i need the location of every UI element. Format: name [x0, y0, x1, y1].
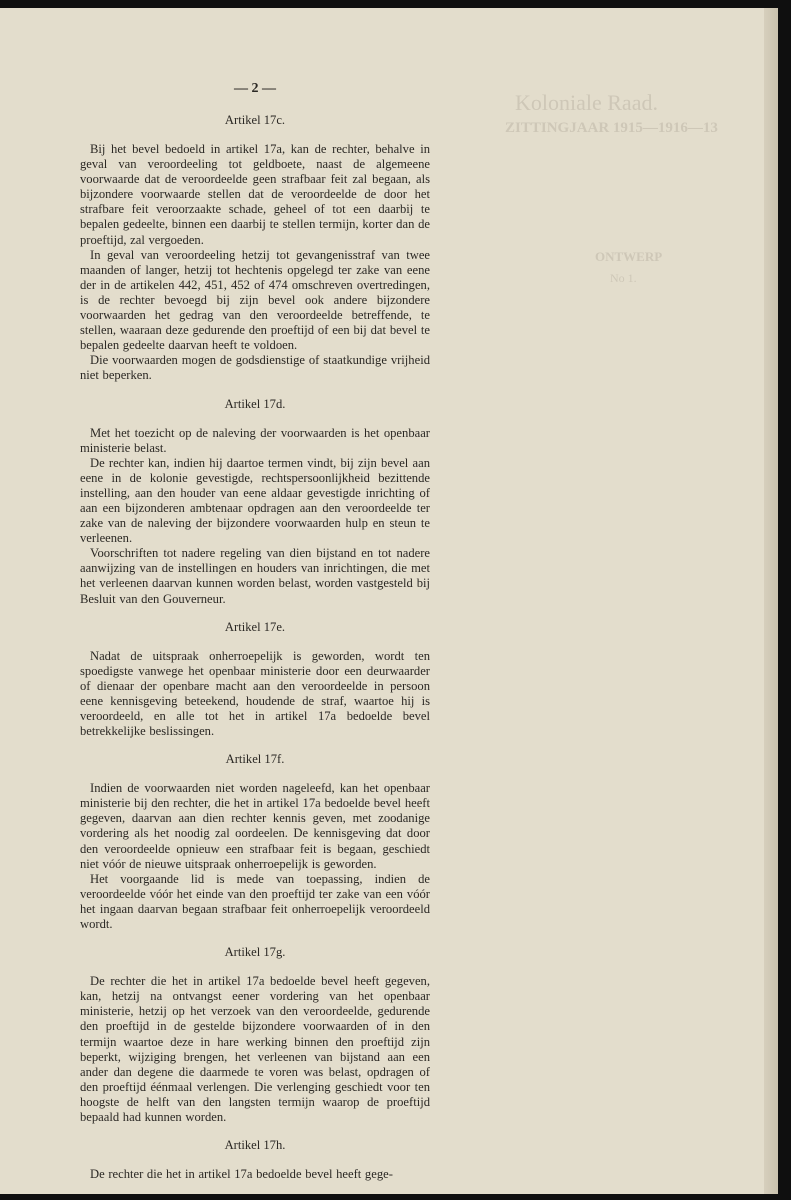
article-17e: [80, 619, 430, 740]
article-17h: [80, 1137, 430, 1182]
bleed-line-3: ONTWERP: [595, 249, 663, 264]
article-paragraph: Die voorwaarden mogen de godsdienstige of staatkundige vrijheid niet beperken.: [80, 353, 430, 383]
page-number: — 2 —: [234, 81, 276, 96]
article-paragraph: Bij het bevel bedoeld in artikel 17a, kan de rechter, behalve in geval van veroordeeling tot geldboete, naast de algemeene voorwaarde dat de veroordeelde geen strafbaar feit zal begaan, als bijzondere voorwaarde stellen dat de veroordeelde de door het strafbare feit veroorzaakte schade, geheel of tot een daarbij te bepalen gedeelte, binnen een daarbij te stellen termijn, korter dan de proeftijd, zal vergoeden.: [80, 142, 430, 247]
bleed-line-2: ZITTINGJAAR 1915—1916—13: [505, 120, 718, 136]
article-paragraph: Met het toezicht op de naleving der voorwaarden is het openbaar ministerie belast.: [80, 425, 430, 455]
article-paragraph: In geval van veroordeeling hetzij tot gevangenisstraf van twee maanden of langer, hetzij tot hechtenis opgelegd ter zake van eene der in de artikelen 442, 451, 452 of 474 omschreven overtredingen, is de rechter bevoegd bij zijn bevel ook andere bijzondere voorwaarden het gedrag van den veroordeelde betreffende, te stellen, waaraan deze gedurende den proeftijd of een bij dat bevel te bepalen gedeelte daarvan heeft te voldoen.: [80, 247, 430, 353]
article-paragraph: Nadat de uitspraak onherroepelijk is geworden, wordt ten spoedigste vanwege het openbaar ministerie door een deurwaarder of dienaar der openbare macht aan den veroordeelde in persoon eene kennisgeving beteekend, houdende de straf, waartoe hij is veroordeeld, en alle tot het in artikel 17a bedoelde bevel betrekkelijke beslissingen.: [80, 648, 430, 739]
article-heading: Artikel 17h.: [224, 1138, 286, 1153]
bleed-line-1: Koloniale Raad.: [515, 90, 658, 115]
article-17d: [80, 396, 430, 607]
article-heading: Artikel 17g.: [224, 945, 286, 960]
article-17c: [80, 112, 430, 384]
article-heading: Artikel 17f.: [225, 752, 285, 767]
article-heading: Artikel 17e.: [224, 619, 286, 634]
article-17g: [80, 944, 430, 1125]
article-paragraph: Voorschriften tot nadere regeling van dien bijstand en tot nadere aanwijzing van de instellingen en houders van inrichtingen, die met het verleenen daarvan kunnen worden belast, worden vastgesteld bij Besluit van den Gouverneur.: [80, 546, 430, 606]
article-paragraph: De rechter kan, indien hij daartoe termen vindt, bij zijn bevel aan eene in de kolonie gevestigde, rechtspersoonlijkheid bezittende instelling, aan den houder van eene aldaar gevestigde inrichting of aan een bijzonderen ambtenaar opdragen aan den veroordeelde ter zake van de naleving der bijzondere voorwaarden hulp en steun te verleenen.: [80, 455, 430, 546]
page-edge: [764, 8, 778, 1194]
article-17f: [80, 751, 430, 932]
article-paragraph: De rechter die het in artikel 17a bedoelde bevel heeft gegeven, kan, hetzij na ontvangst eener vordering van het openbaar ministerie, hetzij op het verzoek van den veroordeelde, gedurende den proeftijd in de gestelde bijzondere voorwaarden of in den termijn waartoe deze in hare werking binnen den proeftijd zijn beperkt, wijziging brengen, het verleenen van bijstand aan een ander dan degene die daarmede te voren was belast, opdragen of den proeftijd éénmaal verlengen. Die verlenging geschiedt voor ten hoogste de helft van den langsten termijn waarop de proeftijd bepaald had kunnen worden.: [80, 974, 430, 1124]
document-page: [0, 8, 778, 1194]
article-heading: Artikel 17c.: [224, 113, 286, 127]
bleed-line-4: No 1.: [610, 271, 637, 285]
article-heading: Artikel 17d.: [224, 396, 286, 411]
article-paragraph: Het voorgaande lid is mede van toepassing, indien de veroordeelde vóór het einde van den proeftijd ter zake van een vóór het ingaan daarvan begaan strafbaar feit onherroepelijk veroordeeld wordt.: [80, 871, 430, 932]
bleed-through-text: [505, 78, 765, 286]
text-column: [80, 72, 430, 1194]
article-paragraph: De rechter die het in artikel 17a bedoelde bevel heeft gege-: [90, 1167, 393, 1182]
article-paragraph: Indien de voorwaarden niet worden nageleefd, kan het openbaar ministerie bij den rechter, die het in artikel 17a bedoelde bevel heeft gegeven, daarvan aan dien rechter kennis geven, met zoodanige vordering als het noodig zal oordeelen. De kennisgeving dat door den veroordeelde opnieuw een strafbaar feit is begaan, geschiedt niet vóór de nieuwe uitspraak onherroepelijk is geworden.: [80, 781, 430, 871]
